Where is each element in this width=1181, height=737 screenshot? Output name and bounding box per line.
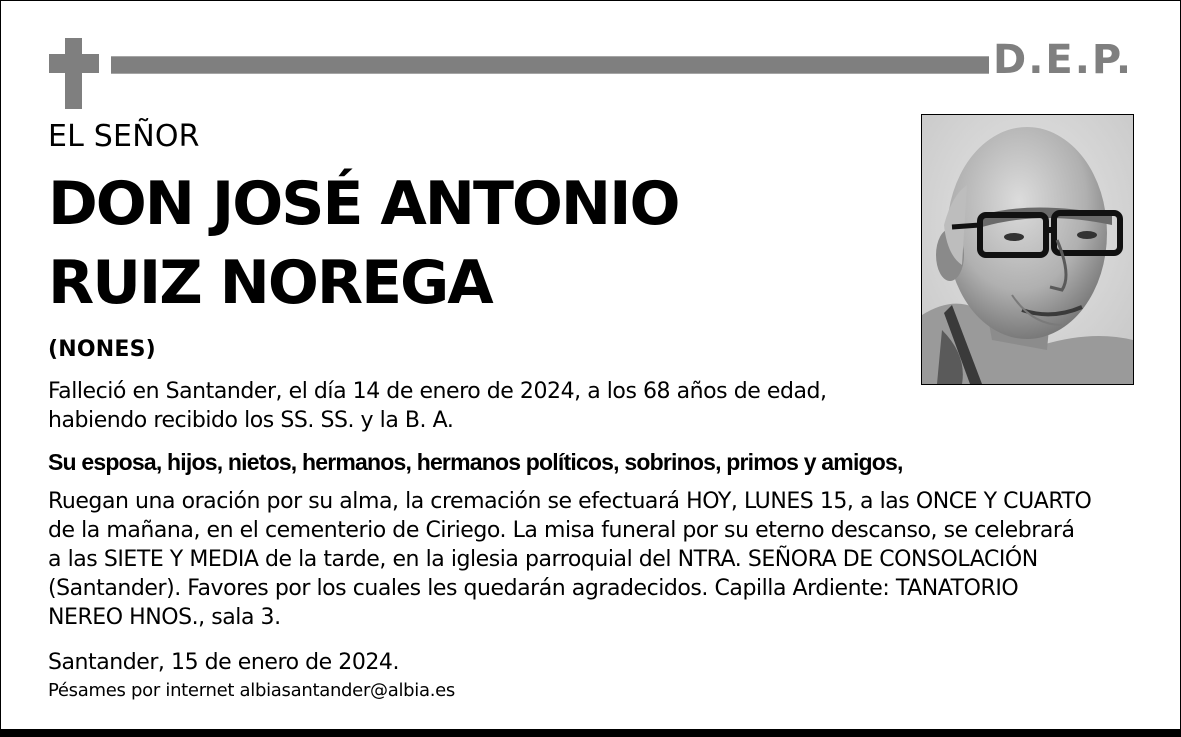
honorific: EL SEÑOR (48, 119, 200, 154)
text-line: a las SIETE Y MEDIA de la tarde, en la iglesia parroquial del NTRA. SEÑORA DE CONSOLACIÓN (48, 547, 1038, 572)
dep-label: D.E.P. (993, 37, 1134, 83)
text-line: Ruegan una oración por su alma, la cremación se efectuará HOY, LUNES 15, a las ONCE Y CUARTO (48, 489, 1092, 514)
family-line: Su esposa, hijos, nietos, hermanos, hermanos políticos, sobrinos, primos y amigos, (48, 449, 903, 475)
place-date: Santander, 15 de enero de 2024. (48, 650, 400, 675)
text-line: NEREO HNOS., sala 3. (48, 605, 281, 630)
deceased-name-line-2: RUIZ NOREGA (48, 248, 492, 318)
portrait-photo (921, 114, 1134, 385)
text-line: de la mañana, en el cementerio de Ciriego. La misa funeral por su eterno descanso, se celebrará (48, 518, 1075, 543)
text-line: habiendo recibido los SS. SS. y la B. A. (48, 408, 454, 433)
request-paragraph (48, 487, 1091, 632)
deceased-name-line-1: DON JOSÉ ANTONIO (48, 169, 679, 239)
condolences-line: Pésames por internet albiasantander@albia.es (48, 680, 456, 701)
text-line: Falleció en Santander, el día 14 de enero de 2024, a los 68 años de edad, (48, 379, 827, 404)
text-line: (Santander). Favores por los cuales les quedarán agradecidos. Capilla Ardiente: TANATORIO (48, 576, 1019, 601)
death-paragraph (48, 377, 827, 435)
header-rule (111, 56, 989, 74)
nickname: (NONES) (48, 337, 156, 362)
